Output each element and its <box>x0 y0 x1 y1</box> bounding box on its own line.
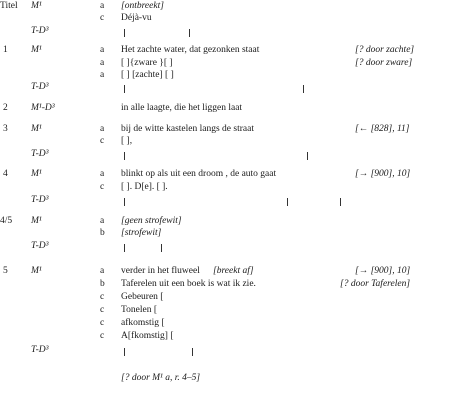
text-r15d: [geen strofewit] <box>121 216 182 226</box>
text-r18b: M¹ <box>31 266 42 276</box>
text-r5a: a <box>100 58 105 68</box>
text-r10b: [ ], <box>121 136 133 146</box>
text-r23a: c <box>100 331 105 341</box>
text-r17a: T-D³ <box>31 241 49 251</box>
text-r24a: T-D³ <box>31 345 49 355</box>
text-r18c: a <box>100 266 105 276</box>
text-r21a: c <box>100 305 105 315</box>
text-r5c: [? door zware] <box>355 58 413 68</box>
text-r25a: [? door M¹ a, r. 4–5] <box>121 373 201 383</box>
text-r9d: bij de witte kastelen langs de straat <box>121 124 254 134</box>
text-r19c: [? door Taferelen] <box>340 279 411 289</box>
unchanged-marker-11 <box>124 348 125 356</box>
text-r8b: M¹-D³ <box>31 103 55 113</box>
text-r19a: b <box>100 279 105 289</box>
text-r9c: a <box>100 124 105 134</box>
text-r5b: [ ]{zware }[ ] <box>121 58 173 68</box>
text-r8a: 2 <box>3 103 8 113</box>
text-r11a: T-D³ <box>31 149 49 159</box>
text-r22a: c <box>100 318 105 328</box>
unchanged-marker-3 <box>303 85 304 93</box>
unchanged-marker-5 <box>307 152 308 160</box>
text-r13b: [ ]. D[e]. [ ]. <box>121 182 168 192</box>
text-r1b: M¹ <box>31 1 42 11</box>
text-r20b: Gebeuren [ <box>121 292 164 302</box>
unchanged-marker-12 <box>192 348 193 356</box>
text-r9e: [← [828], 11] <box>355 124 410 134</box>
text-r4e: [? door zachte] <box>355 45 415 55</box>
text-r18d: verder in het fluweel <box>121 266 200 276</box>
text-r4d: Het zachte water, dat gezonken staat <box>121 45 260 55</box>
unchanged-marker-0 <box>124 29 125 37</box>
text-r15b: M¹ <box>31 216 42 226</box>
text-r9b: M¹ <box>31 124 42 134</box>
text-r21b: Tonelen [ <box>121 305 158 315</box>
text-r15c: a <box>100 216 105 226</box>
text-r18f: [→ [900], 10] <box>355 266 411 276</box>
unchanged-marker-4 <box>124 152 125 160</box>
unchanged-marker-1 <box>189 29 190 37</box>
text-r6b: [ ] [zachte] [ ] <box>121 70 174 80</box>
unchanged-marker-2 <box>124 85 125 93</box>
text-r10a: c <box>100 136 105 146</box>
text-r22b: afkomstig [ <box>121 318 165 328</box>
text-r14a: T-D³ <box>31 195 49 205</box>
text-r4a: 1 <box>3 45 8 55</box>
text-r12d: blinkt op als uit een droom , de auto gaat <box>121 169 277 179</box>
text-r12a: 4 <box>3 169 8 179</box>
text-r23b: A[fkomstig] [ <box>121 331 174 341</box>
text-r16a: b <box>100 228 105 238</box>
text-r1d: [ontbreekt] <box>121 1 164 11</box>
text-r18e: [breekt af] <box>213 266 254 276</box>
text-r4b: M¹ <box>31 45 42 55</box>
text-r2b: Déjà-vu <box>121 13 152 23</box>
text-r16b: [strofewit] <box>121 228 162 238</box>
unchanged-marker-6 <box>124 198 125 206</box>
unchanged-marker-8 <box>340 198 341 206</box>
text-r12b: M¹ <box>31 169 42 179</box>
text-r18a: 5 <box>3 266 8 276</box>
text-r12e: [→ [900], 10] <box>355 169 411 179</box>
text-r3a: T-D³ <box>31 26 49 36</box>
unchanged-marker-7 <box>287 198 288 206</box>
text-r4c: a <box>100 45 105 55</box>
text-r20a: c <box>100 292 105 302</box>
text-r1a: Titel <box>0 1 18 11</box>
unchanged-marker-10 <box>161 244 162 252</box>
text-r6a: a <box>100 70 105 80</box>
text-r8c: in alle laagte, die het liggen laat <box>121 103 243 113</box>
text-r2a: c <box>100 13 105 23</box>
text-r15a: 4/5 <box>0 216 13 226</box>
text-r1c: a <box>100 1 105 11</box>
text-r12c: a <box>100 169 105 179</box>
text-r13a: c <box>100 182 105 192</box>
unchanged-marker-9 <box>124 244 125 252</box>
text-r19b: Taferelen uit een boek is wat ik zie. <box>121 279 256 289</box>
text-r7a: T-D³ <box>31 82 49 92</box>
text-r9a: 3 <box>3 124 8 134</box>
